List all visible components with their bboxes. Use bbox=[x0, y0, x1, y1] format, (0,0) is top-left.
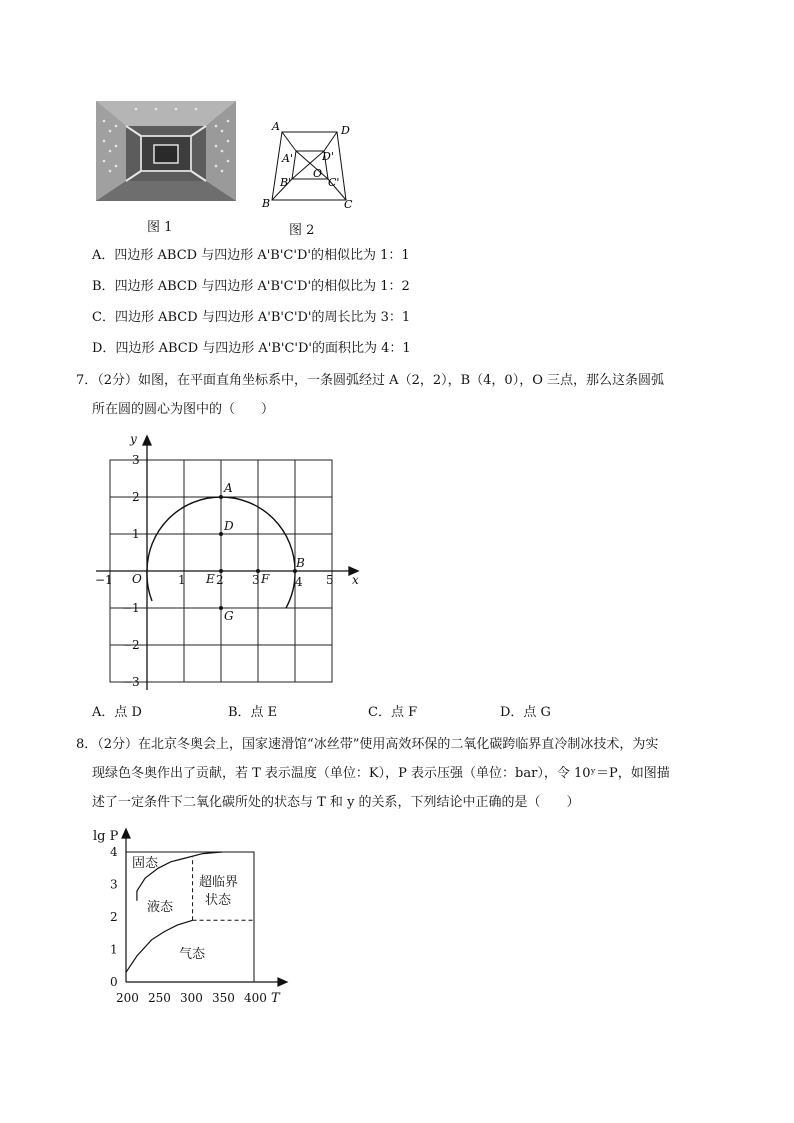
plot-frame bbox=[126, 852, 254, 982]
figure1-photo bbox=[96, 101, 236, 201]
q7-option-b: B．点 E bbox=[228, 705, 278, 720]
q7-stem-line1: 7．（2分）如图，在平面直角坐标系中，一条圆弧经过 A（2，2），B（4，0），O 三点，那么这条圆弧 bbox=[76, 373, 664, 388]
y-axis-title: lg P bbox=[93, 829, 119, 844]
q6-option-d bbox=[92, 339, 411, 359]
x-tick-400: 400 bbox=[244, 991, 267, 1005]
q6-option-c-text: 四边形 ABCD 与四边形 A'B'C'D'的周长比为 3：1 bbox=[114, 310, 411, 325]
q6-option-c bbox=[92, 308, 410, 328]
origin-label: O bbox=[132, 572, 142, 586]
x-tick-300: 300 bbox=[180, 991, 203, 1005]
point-D-label: D bbox=[224, 519, 234, 533]
figure1-caption: 图 1 bbox=[147, 220, 173, 235]
figure2-caption: 图 2 bbox=[289, 223, 315, 238]
y-tick-neg2: −2 bbox=[122, 638, 140, 652]
q6-option-a-letter: A． bbox=[92, 248, 115, 263]
point-F-label: F bbox=[261, 572, 270, 586]
x-tick-2: 2 bbox=[216, 573, 224, 587]
q8-stem-line2: 现绿色冬奥作出了贡献，若 T 表示温度（单位：K），P 表示压强（单位：bar），令 10ʸ＝P，如图描 bbox=[92, 766, 670, 781]
y-tick-2: 2 bbox=[110, 910, 118, 924]
q7-option-d: D．点 G bbox=[500, 705, 551, 720]
point-G-label: G bbox=[224, 609, 234, 623]
y-tick-0: 0 bbox=[110, 975, 118, 989]
q6-option-b-text: 四边形 ABCD 与四边形 A'B'C'D'的相似比为 1：2 bbox=[114, 279, 410, 294]
point-B-label: B bbox=[296, 556, 305, 570]
x-tick-5: 5 bbox=[326, 573, 334, 587]
x-tick-250: 250 bbox=[148, 991, 171, 1005]
label-B: B bbox=[262, 197, 271, 210]
region-solid: 固态 bbox=[132, 856, 159, 871]
q7-stem-line2: 所在圆的圆心为图中的（ ） bbox=[92, 402, 275, 417]
y-tick-4: 4 bbox=[110, 845, 118, 859]
y-tick-1: 1 bbox=[110, 942, 118, 957]
point-A-label: A bbox=[224, 481, 233, 495]
x-tick-1: 1 bbox=[178, 573, 186, 587]
label-D: D bbox=[341, 124, 350, 137]
label-A: A bbox=[272, 120, 280, 133]
q7-option-a: A．点 D bbox=[92, 705, 142, 720]
region-liquid: 液态 bbox=[147, 900, 174, 915]
point-E-label: E bbox=[206, 572, 215, 586]
x-axis-title: T bbox=[271, 991, 280, 1006]
x-tick-neg1: −1 bbox=[95, 573, 113, 587]
label-A-prime: A' bbox=[282, 152, 293, 165]
y-axis-label: y bbox=[130, 432, 137, 446]
y-tick-neg1: −1 bbox=[122, 601, 140, 615]
q8-stem-line1: 8．（2分）在北京冬奥会上，国家速滑馆“冰丝带”使用高效环保的二氧化碳跨临界直冷制冰技术，为实 bbox=[76, 737, 659, 752]
q6-option-b-letter: B． bbox=[92, 279, 115, 294]
y-tick-3: 3 bbox=[132, 453, 140, 467]
y-tick-neg3: −3 bbox=[122, 675, 140, 689]
y-tick-1: 1 bbox=[132, 527, 140, 541]
q6-option-a-text: 四边形 ABCD 与四边形 A'B'C'D'的相似比为 1：1 bbox=[114, 248, 410, 263]
label-C-prime: C' bbox=[328, 176, 340, 189]
q7-option-c: C．点 F bbox=[368, 705, 418, 720]
q6-option-a bbox=[92, 246, 410, 266]
figure2-trapezoid bbox=[258, 118, 368, 213]
x-tick-350: 350 bbox=[212, 991, 235, 1005]
region-supercritical-1: 超临界 bbox=[199, 875, 239, 890]
y-tick-3: 3 bbox=[110, 877, 118, 892]
q7-coordinate-graph bbox=[90, 428, 370, 693]
label-C: C bbox=[344, 198, 353, 211]
q8-phase-diagram bbox=[90, 822, 300, 1012]
q6-option-b bbox=[92, 277, 410, 297]
label-B-prime: B' bbox=[280, 176, 292, 189]
region-supercritical-2: 状态 bbox=[205, 893, 232, 908]
y-tick-2: 2 bbox=[132, 490, 140, 504]
q8-stem-line3: 述了一定条件下二氧化碳所处的状态与 T 和 y 的关系，下列结论中正确的是（ ） bbox=[92, 795, 580, 810]
q6-option-d-text: 四边形 ABCD 与四边形 A'B'C'D'的面积比为 4：1 bbox=[115, 341, 411, 356]
q6-option-d-letter: D． bbox=[92, 341, 116, 356]
x-tick-200: 200 bbox=[116, 991, 139, 1005]
region-gas: 气态 bbox=[179, 947, 206, 962]
x-axis-label: x bbox=[352, 573, 359, 587]
x-tick-4: 4 bbox=[295, 575, 303, 589]
label-D-prime: D' bbox=[322, 150, 334, 163]
x-tick-3: 3 bbox=[252, 573, 260, 587]
speed-skating-hall-photo bbox=[96, 101, 236, 201]
q6-option-c-letter: C． bbox=[92, 310, 115, 325]
label-O: O bbox=[313, 167, 323, 180]
